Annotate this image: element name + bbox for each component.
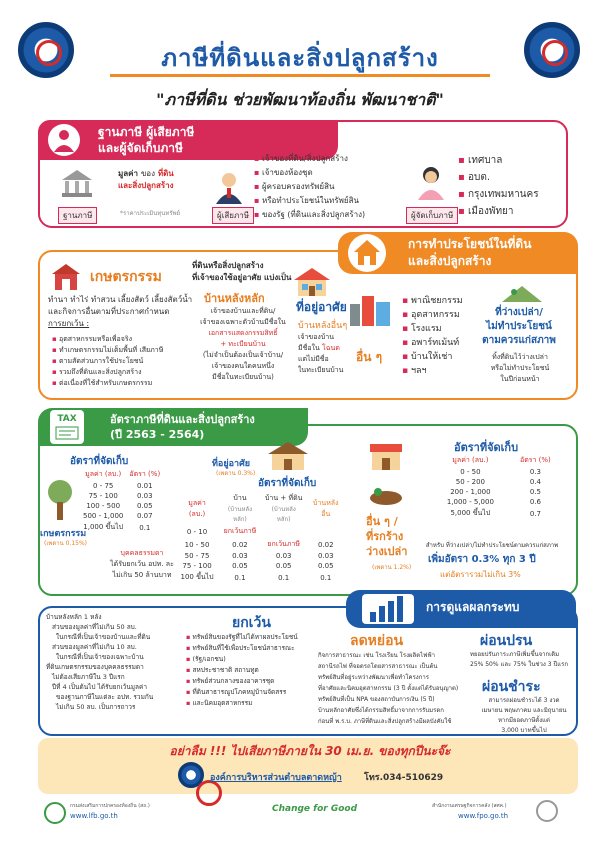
right-seal-icon xyxy=(524,22,580,78)
right-url: www.fpo.go.th xyxy=(458,812,509,820)
reduce-title: ลดหย่อน xyxy=(350,633,404,649)
list-item: ▪ เทศบาล xyxy=(458,152,539,169)
vacant-desc: ทิ้งที่ดินไว้ว่างเปล่า หรือไม่ทำประโยชน์ ในปีก่อนหน้า xyxy=(490,353,550,383)
barn-icon xyxy=(48,262,84,296)
relief-header: การดูแลผลกระทบ xyxy=(346,590,576,628)
resi-rate-table xyxy=(176,492,346,584)
resi-rate-label: ที่อยู่อาศัย xyxy=(212,459,251,469)
resi-rate-title: อัตราที่จัดเก็บ xyxy=(258,478,317,489)
org-phone: โทร.034-510629 xyxy=(364,773,444,783)
building-icon xyxy=(60,168,94,202)
main-house-desc: เจ้าของบ้านและที่ดิน/ เจ้าของเฉพาะตัวบ้านมีชื่อใน เอกสารแสดงกรรมสิทธิ์ + ทะเบียนบ้าน (ไม่จำเป็นต้องเป็นเจ้าบ้าน/ เจ้าของคนใดคนหนึ่ง มีชื่อในทะเบียนบ้าน) xyxy=(200,307,286,381)
vacant-title: ที่ว่างเปล่า/ ไม่ทำประโยชน์ ตามควรแก่สภาพ xyxy=(482,307,556,346)
list-item: ▪ พาณิชยกรรม xyxy=(402,294,463,308)
land-use-title-1: การทำประโยชน์ในที่ดิน xyxy=(408,237,532,251)
list-item: ▪ สหประชาชาติ สถานทูต xyxy=(186,665,316,676)
agri-rate-label: เกษตรกรรม xyxy=(40,529,87,539)
bar-chart-icon xyxy=(362,594,414,624)
other-list xyxy=(402,294,463,378)
list-item: ▪ ฯลฯ xyxy=(402,364,463,378)
other-rate-note: สำหรับ ที่ว่างเปล่า/ไม่ทำประโยชน์ตามควรแก่สภาพ xyxy=(425,542,559,549)
other-rate-table xyxy=(432,454,562,520)
table-header: มูลค่า (ลบ.) xyxy=(452,456,489,464)
list-item: ▪ เจ้าของที่ดิน/สิ่งปลูกสร้าง xyxy=(254,152,414,166)
table-header: บ้าน + ที่ดิน (บ้านหลังหลัก) xyxy=(264,494,303,523)
person-icon xyxy=(48,124,80,156)
residence-icon xyxy=(292,266,332,302)
list-item: ทรัพย์สินที่อยู่ระหว่างพัฒนาเพื่อทำโครงการ xyxy=(318,674,429,681)
ease-desc: ทยอยปรับภาระภาษีเพิ่มขึ้นจากเดิม 25% 50% และ 75% ในช่วง 3 ปีแรก xyxy=(470,651,568,668)
table-row: 75 - 100 0.03 xyxy=(88,492,153,500)
list-item: บ้านหลังหลัก 1 หลัง xyxy=(46,613,102,621)
list-item: ปีที่ 4 เป็นต้นไป ได้รับยกเว้นมูลค่า xyxy=(52,683,148,691)
org-seal-icon xyxy=(178,762,204,788)
vacant-land-icon xyxy=(500,282,544,308)
residential-title: ที่อยู่อาศัย xyxy=(296,300,347,314)
resi-max-note: (เพดาน 0.3%) xyxy=(216,470,256,477)
collector-list xyxy=(458,152,539,220)
relief-left-list xyxy=(46,612,186,712)
table-header: อัตรา (%) xyxy=(519,456,551,464)
reminder-text: อย่าลืม !!! ไปเสียภาษีภายใน 30 เม.ย. ของทุกปีนะจ๊ะ xyxy=(169,744,451,758)
list-item: ▪ (รัฐ/เอกชน) xyxy=(186,654,316,665)
other-rate-title: อัตราที่จัดเก็บ xyxy=(454,441,519,454)
tax-base-note: *ราคาประเมินทุนทรัพย์ xyxy=(120,210,181,217)
shop-icon xyxy=(368,442,404,476)
list-item: ▪ รวมถึงที่ดินและสิ่งปลูกสร้าง xyxy=(52,367,202,378)
left-url: www.lfb.go.th xyxy=(70,812,118,820)
table-header: บ้าน (บ้านหลังหลัก) xyxy=(227,494,253,523)
other-rate-label: อื่น ๆ / ที่รกร้าง ว่างเปล่า xyxy=(366,515,408,558)
fpo-logo-icon xyxy=(536,800,558,822)
org-name: องค์การบริหารส่วนตำบลตาดหญ้า xyxy=(210,773,342,783)
payer-list xyxy=(254,152,414,222)
payer-icon xyxy=(214,170,244,208)
list-item: ▪ โรงแรม xyxy=(402,322,463,336)
main-house-intro: ที่ดินหรือสิ่งปลูกสร้าง ที่เจ้าของใช้อยู่อาศัย แบ่งเป็น xyxy=(192,261,292,282)
list-item: ▪ ที่ดินสาธารณูปโภคหมู่บ้านจัดสรร xyxy=(186,687,316,698)
tax-base-desc: มูลค่า ของ ที่ดิน และสิ่งปลูกสร้าง xyxy=(118,169,174,190)
list-item: กิจการสาธารณะ เช่น โรงเรียน โรงผลิตไฟฟ้า xyxy=(318,652,436,659)
resi-house-icon xyxy=(266,440,310,476)
table-row: 10 - 50 0.02 ยกเว้นภาษี 0.02 xyxy=(184,540,334,549)
page-subtitle: "ภาษีที่ดิน ช่วยพัฒนาท้องถิ่น พัฒนาชาติ" xyxy=(156,90,444,109)
list-item: ส่วนของมูลค่าที่ไม่เกิน 10 ลบ. xyxy=(52,643,137,651)
list-item: ▪ บ้านให้เช่า xyxy=(402,350,463,364)
table-row: 75 - 100 0.05 0.05 0.05 xyxy=(182,562,334,570)
list-item: ▪ ทรัพย์ส่วนกลางของอาคารชุด xyxy=(186,676,316,687)
tax-icon: TAX xyxy=(50,410,84,444)
list-item: ▪ หรือทำประโยชน์ในทรัพย์สิน xyxy=(254,194,414,208)
table-row: 1,000 - 5,000 0.6 xyxy=(446,498,541,506)
other-house-desc: เจ้าของบ้าน มีชื่อใน โฉนด แต่ไม่มีชื่อ ในทะเบียนบ้าน xyxy=(298,333,344,374)
payer-label: ผู้เสียภาษี xyxy=(212,207,254,224)
list-item: ในกรณีที่เป็นเจ้าของเฉพาะบ้าน xyxy=(56,653,144,661)
vacant-plot-icon xyxy=(368,484,404,510)
left-seal-icon xyxy=(18,22,74,78)
table-row: 200 - 1,000 0.5 xyxy=(450,488,541,496)
list-item: ▪ อุตสาหกรรมหรือเพื่อจริง xyxy=(52,334,202,345)
list-item: ของฐานภาษีในแต่ละ อปท. รวมกัน xyxy=(56,693,154,701)
list-item: บ้านหลักอาศัยซึ่งได้กรรมสิทธิ์มาจากการรับมรดก xyxy=(318,707,444,714)
table-header: บ้านหลังอื่น xyxy=(313,498,339,518)
table-header: อัตรา (%) xyxy=(129,470,161,478)
collector-icon xyxy=(416,164,446,204)
agri-desc: ทำนา ทำไร่ ทำสวน เลี้ยงสัตว์ เลี้ยงสัตว์น้ำ และกิจการอื่นตามที่ประกาศกำหนด การยกเว้น : xyxy=(48,295,193,328)
table-row: 100 ขึ้นไป 0.1 0.1 0.1 xyxy=(180,573,332,582)
other-max-note: (เพดาน 1.2%) xyxy=(372,564,412,571)
page-title: ภาษีที่ดินและสิ่งปลูกสร้าง xyxy=(161,44,439,72)
list-item: ▪ ของรัฐ (ที่ดินและสิ่งปลูกสร้าง) xyxy=(254,208,414,222)
list-item: ไม่เกิน 50 ลบ. เป็นการถาวร xyxy=(56,703,136,711)
city-icon xyxy=(348,292,394,332)
change-logo: Change for Good xyxy=(272,804,358,814)
tax-base-title-2: และผู้จัดเก็บภาษี xyxy=(98,141,183,155)
table-row: 50 - 75 0.03 0.03 0.03 xyxy=(184,552,334,560)
list-item: ▪ อพาร์ทเม้นท์ xyxy=(402,336,463,350)
agri-title: เกษตรกรรม xyxy=(90,269,162,285)
table-row: 500 - 1,000 0.07 xyxy=(83,512,153,520)
other-title: อื่น ๆ xyxy=(356,350,383,364)
reduce-list xyxy=(318,650,468,727)
list-item: ▪ เมืองพัทยา xyxy=(458,203,539,220)
table-row: 0 - 75 0.01 xyxy=(93,482,153,490)
list-item: ▪ เจ้าของห้องชุด xyxy=(254,166,414,180)
tax-rate-title-2: (ปี 2563 - 2564) xyxy=(110,428,205,441)
list-item: ▪ ต่อเนื่องที่ใช้สำหรับเกษตรกรรม xyxy=(52,378,202,389)
main-house-title: บ้านหลังหลัก xyxy=(204,292,265,305)
list-item: ▪ กรุงเทพมหานคร xyxy=(458,186,539,203)
title-underline xyxy=(110,74,490,77)
tax-base-title-1: ฐานภาษี ผู้เสียภาษี xyxy=(98,125,195,139)
table-header: มูลค่า (ลบ.) xyxy=(85,470,122,478)
list-item: ▪ อบต. xyxy=(458,169,539,186)
agri-max-note: (เพดาน 0.15%) xyxy=(44,540,88,547)
tax-rate-title-1: อัตราภาษีที่ดินและสิ่งปลูกสร้าง xyxy=(110,413,255,426)
list-item: ▪ อุตสาหกรรม xyxy=(402,308,463,322)
agri-individual: บุคคลธรรมดา ได้รับยกเว้น อปท. ละ ไม่เกิน 50 ล้านบาท xyxy=(110,549,174,579)
list-item: ในกรณีที่เป็นเจ้าของบ้านและที่ดิน xyxy=(56,633,151,641)
collector-label: ผู้จัดเก็บภาษี xyxy=(406,207,458,224)
dla-logo-icon xyxy=(44,802,66,824)
list-item: ไม่ต้องเสียภาษีใน 3 ปีแรก xyxy=(52,673,125,681)
list-item: ก่อนที่ พ.ร.บ. ภาษีที่ดินและสิ่งปลูกสร้างมีผลบังคับใช้ xyxy=(318,718,452,725)
list-item: ▪ และนิคมอุตสาหกรรม xyxy=(186,698,316,709)
tree-icon xyxy=(44,478,76,528)
table-row: 0 - 50 0.3 xyxy=(460,468,541,476)
rate-cap: แต่อัตรารวมไม่เกิน 3% xyxy=(440,570,521,579)
table-row: 1,000 ขึ้นไป 0.1 xyxy=(83,523,151,532)
list-item: ▪ ผู้ครอบครองทรัพย์สิน xyxy=(254,180,414,194)
land-use-title-2: และสิ่งปลูกสร้าง xyxy=(408,254,492,268)
list-item: สถานีรถไฟ ที่จอดรถโดยสารสาธารณะ เป็นต้น xyxy=(318,663,438,670)
other-house-title: บ้านหลังอื่นๆ xyxy=(298,321,348,331)
table-row: 50 - 200 0.4 xyxy=(455,478,541,486)
exempt-list xyxy=(186,632,316,709)
installment-desc: สามารถผ่อนชำระได้ 3 งวด เมษายน พฤษภาคม และมิถุนายน หากมียอดภาษีตั้งแต่ 3,000 บาทขึ้นไป xyxy=(481,697,567,734)
list-item: ส่วนของมูลค่าที่ไม่เกิน 50 ลบ. xyxy=(52,623,137,631)
list-item: ▪ ตามสัดส่วนการใช้ประโยชน์ xyxy=(52,356,202,367)
table-row: 5,000 ขึ้นไป 0.7 xyxy=(450,509,541,518)
table-row: 0 - 10 ยกเว้นภาษี xyxy=(186,527,257,536)
table-header: มูลค่า (ลบ.) xyxy=(188,498,206,518)
list-item: ▪ ทรัพย์สินที่ใช้เพื่อประโยชน์สาธารณะ xyxy=(186,643,316,654)
ease-title: ผ่อนปรน xyxy=(480,633,533,649)
agri-rate-table xyxy=(80,468,163,534)
list-item: ที่ดินเกษตรกรรมของบุคคลธรรมดา xyxy=(46,663,144,671)
installment-title: ผ่อนชำระ xyxy=(482,679,541,695)
house-icon xyxy=(348,234,386,272)
list-item: ▪ ทรัพย์สินของรัฐที่ไม่ได้หาผลประโยชน์ xyxy=(186,632,316,643)
list-item: ทรัพย์สินที่เป็น NPA ของสถาบันการเงิน (5 ปี) xyxy=(318,696,435,703)
exempt-title: ยกเว้น xyxy=(232,615,271,631)
agri-rate-title: อัตราที่จัดเก็บ xyxy=(70,456,129,467)
tax-base-label: ฐานภาษี xyxy=(58,207,97,224)
list-item: ที่อาศัยและนิคมอุตสาหกรรม (3 ปี ตั้งแต่ได้รับอนุญาต) xyxy=(318,685,459,692)
rate-increase: เพิ่มอัตรา 0.3% ทุก 3 ปี xyxy=(428,554,536,565)
list-item: ▪ ทำเกษตรกรรมไม่เต็มพื้นที่ เสียภาษี xyxy=(52,345,202,356)
agri-list xyxy=(52,334,202,389)
left-org-name: กรมส่งเสริมการปกครองท้องถิ่น (สถ.) xyxy=(70,803,150,809)
right-org-name: สำนักงานเศรษฐกิจการคลัง (สศค.) xyxy=(432,803,507,809)
table-row: 100 - 500 0.05 xyxy=(86,502,153,510)
